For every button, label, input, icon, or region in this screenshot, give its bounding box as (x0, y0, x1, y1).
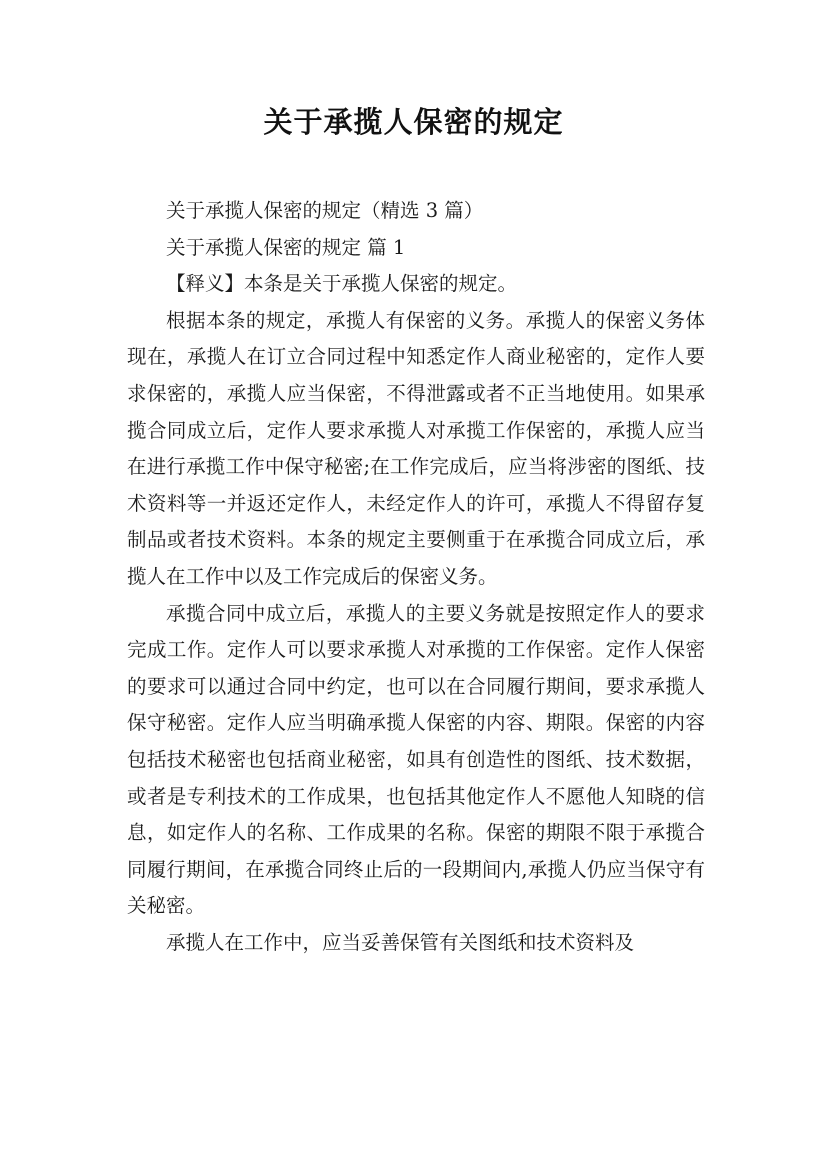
section-heading: 关于承揽人保密的规定 篇 1 (166, 235, 406, 259)
paragraph-safekeeping: 承揽人在工作中，应当妥善保管有关图纸和技术资料及 (166, 930, 635, 954)
paragraph-definition: 【释义】本条是关于承揽人保密的规定。 (166, 272, 518, 296)
paragraph-contract-obligations: 承揽合同中成立后，承揽人的主要义务就是按照定作人的要求完成工作。定作人可以要求承揽人对承揽的工作保密。定作人保密的要求可以通过合同中约定，也可以在合同履行期间，要求承揽人保守秘密。定作人应当明确承揽人保密的内容、期限。保密的内容包括技术秘密也包括商业秘密，如具有创造性的图纸、技术数据，或者是专利技术的工作成果，也包括其他定作人不愿他人知晓的信息，如定作人的名称、工作成果的名称。保密的期限不限于承揽合同履行期间，在承揽合同终止后的一段期间内,承揽人仍应当保守有关秘密。 (127, 601, 705, 918)
document-title: 关于承揽人保密的规定 (263, 105, 564, 139)
document-body (127, 193, 705, 961)
document-subtitle: 关于承揽人保密的规定（精选 3 篇） (166, 199, 484, 222)
paragraph-confidentiality-duty: 根据本条的规定，承揽人有保密的义务。承揽人的保密义务体现在，承揽人在订立合同过程中知悉定作人商业秘密的，定作人要求保密的，承揽人应当保密，不得泄露或者不正当地使用。如果承揽合同成立后，定作人要求承揽人对承揽工作保密的，承揽人应当在进行承揽工作中保守秘密;在工作完成后，应当将涉密的图纸、技术资料等一并返还定作人，未经定作人的许可，承揽人不得留存复制品或者技术资料。本条的规定主要侧重于在承揽合同成立后，承揽人在工作中以及工作完成后的保密义务。 (127, 308, 705, 588)
